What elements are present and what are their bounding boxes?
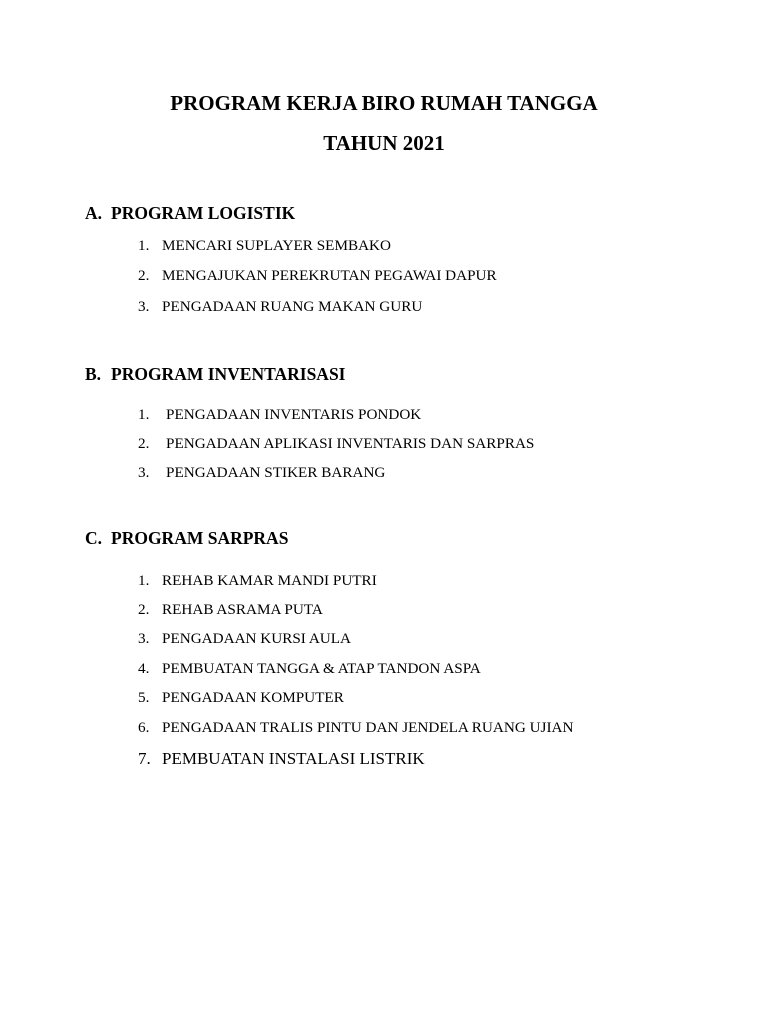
list-item — [138, 407, 421, 422]
list-item — [138, 268, 497, 283]
list-item — [138, 720, 573, 735]
list-item — [138, 690, 344, 705]
list-item-text: REHAB ASRAMA PUTA — [162, 601, 323, 618]
list-item-number: 2. — [138, 435, 150, 452]
section-letter: B. — [85, 364, 102, 384]
document-subtitle-year: TAHUN 2021 — [323, 131, 445, 155]
list-item-text: PENGADAAN APLIKASI INVENTARIS DAN SARPRAS — [166, 435, 535, 452]
list-item-text: PENGADAAN STIKER BARANG — [166, 464, 386, 481]
list-item-text: MENCARI SUPLAYER SEMBAKO — [162, 237, 391, 254]
list-item-number: 2. — [138, 601, 150, 618]
list-item-text: REHAB KAMAR MANDI PUTRI — [162, 572, 377, 589]
list-item-text: PEMBUATAN INSTALASI LISTRIK — [162, 749, 425, 768]
list-item — [138, 436, 534, 451]
list-item-number: 3. — [138, 464, 150, 481]
list-item — [138, 573, 377, 588]
list-item-text: MENGAJUKAN PEREKRUTAN PEGAWAI DAPUR — [162, 267, 497, 284]
section-title: PROGRAM INVENTARISASI — [111, 364, 346, 384]
list-item-text: PENGADAAN INVENTARIS PONDOK — [166, 406, 422, 423]
list-item-number: 1. — [138, 237, 150, 254]
section-heading-sarpras — [85, 530, 288, 548]
section-title: PROGRAM LOGISTIK — [111, 203, 296, 223]
list-item-text: PENGADAAN KOMPUTER — [162, 689, 344, 706]
list-item-number: 7. — [138, 749, 151, 768]
list-item-number: 1. — [138, 572, 150, 589]
section-heading-logistik — [85, 205, 295, 223]
section-heading-inventarisasi — [85, 366, 346, 384]
section-letter: C. — [85, 528, 103, 548]
list-item-number: 6. — [138, 719, 150, 736]
list-item — [138, 299, 422, 314]
list-item — [138, 238, 391, 253]
list-item-text: PEMBUATAN TANGGA & ATAP TANDON ASPA — [162, 660, 481, 677]
list-item — [138, 661, 481, 676]
list-item-number: 3. — [138, 298, 150, 315]
list-item — [138, 602, 323, 617]
section-letter: A. — [85, 203, 103, 223]
list-item — [138, 465, 385, 480]
list-item-number: 1. — [138, 406, 150, 423]
list-item-text: PENGADAAN TRALIS PINTU DAN JENDELA RUANG UJIAN — [162, 719, 574, 736]
list-item — [138, 631, 351, 646]
list-item-text: PENGADAAN KURSI AULA — [162, 630, 352, 647]
list-item-text: PENGADAAN RUANG MAKAN GURU — [162, 298, 423, 315]
list-item — [138, 750, 425, 767]
list-item-number: 2. — [138, 267, 150, 284]
list-item-number: 4. — [138, 660, 150, 677]
document-title: PROGRAM KERJA BIRO RUMAH TANGGA — [170, 91, 598, 115]
list-item-number: 3. — [138, 630, 150, 647]
list-item-number: 5. — [138, 689, 150, 706]
section-title: PROGRAM SARPRAS — [111, 528, 289, 548]
